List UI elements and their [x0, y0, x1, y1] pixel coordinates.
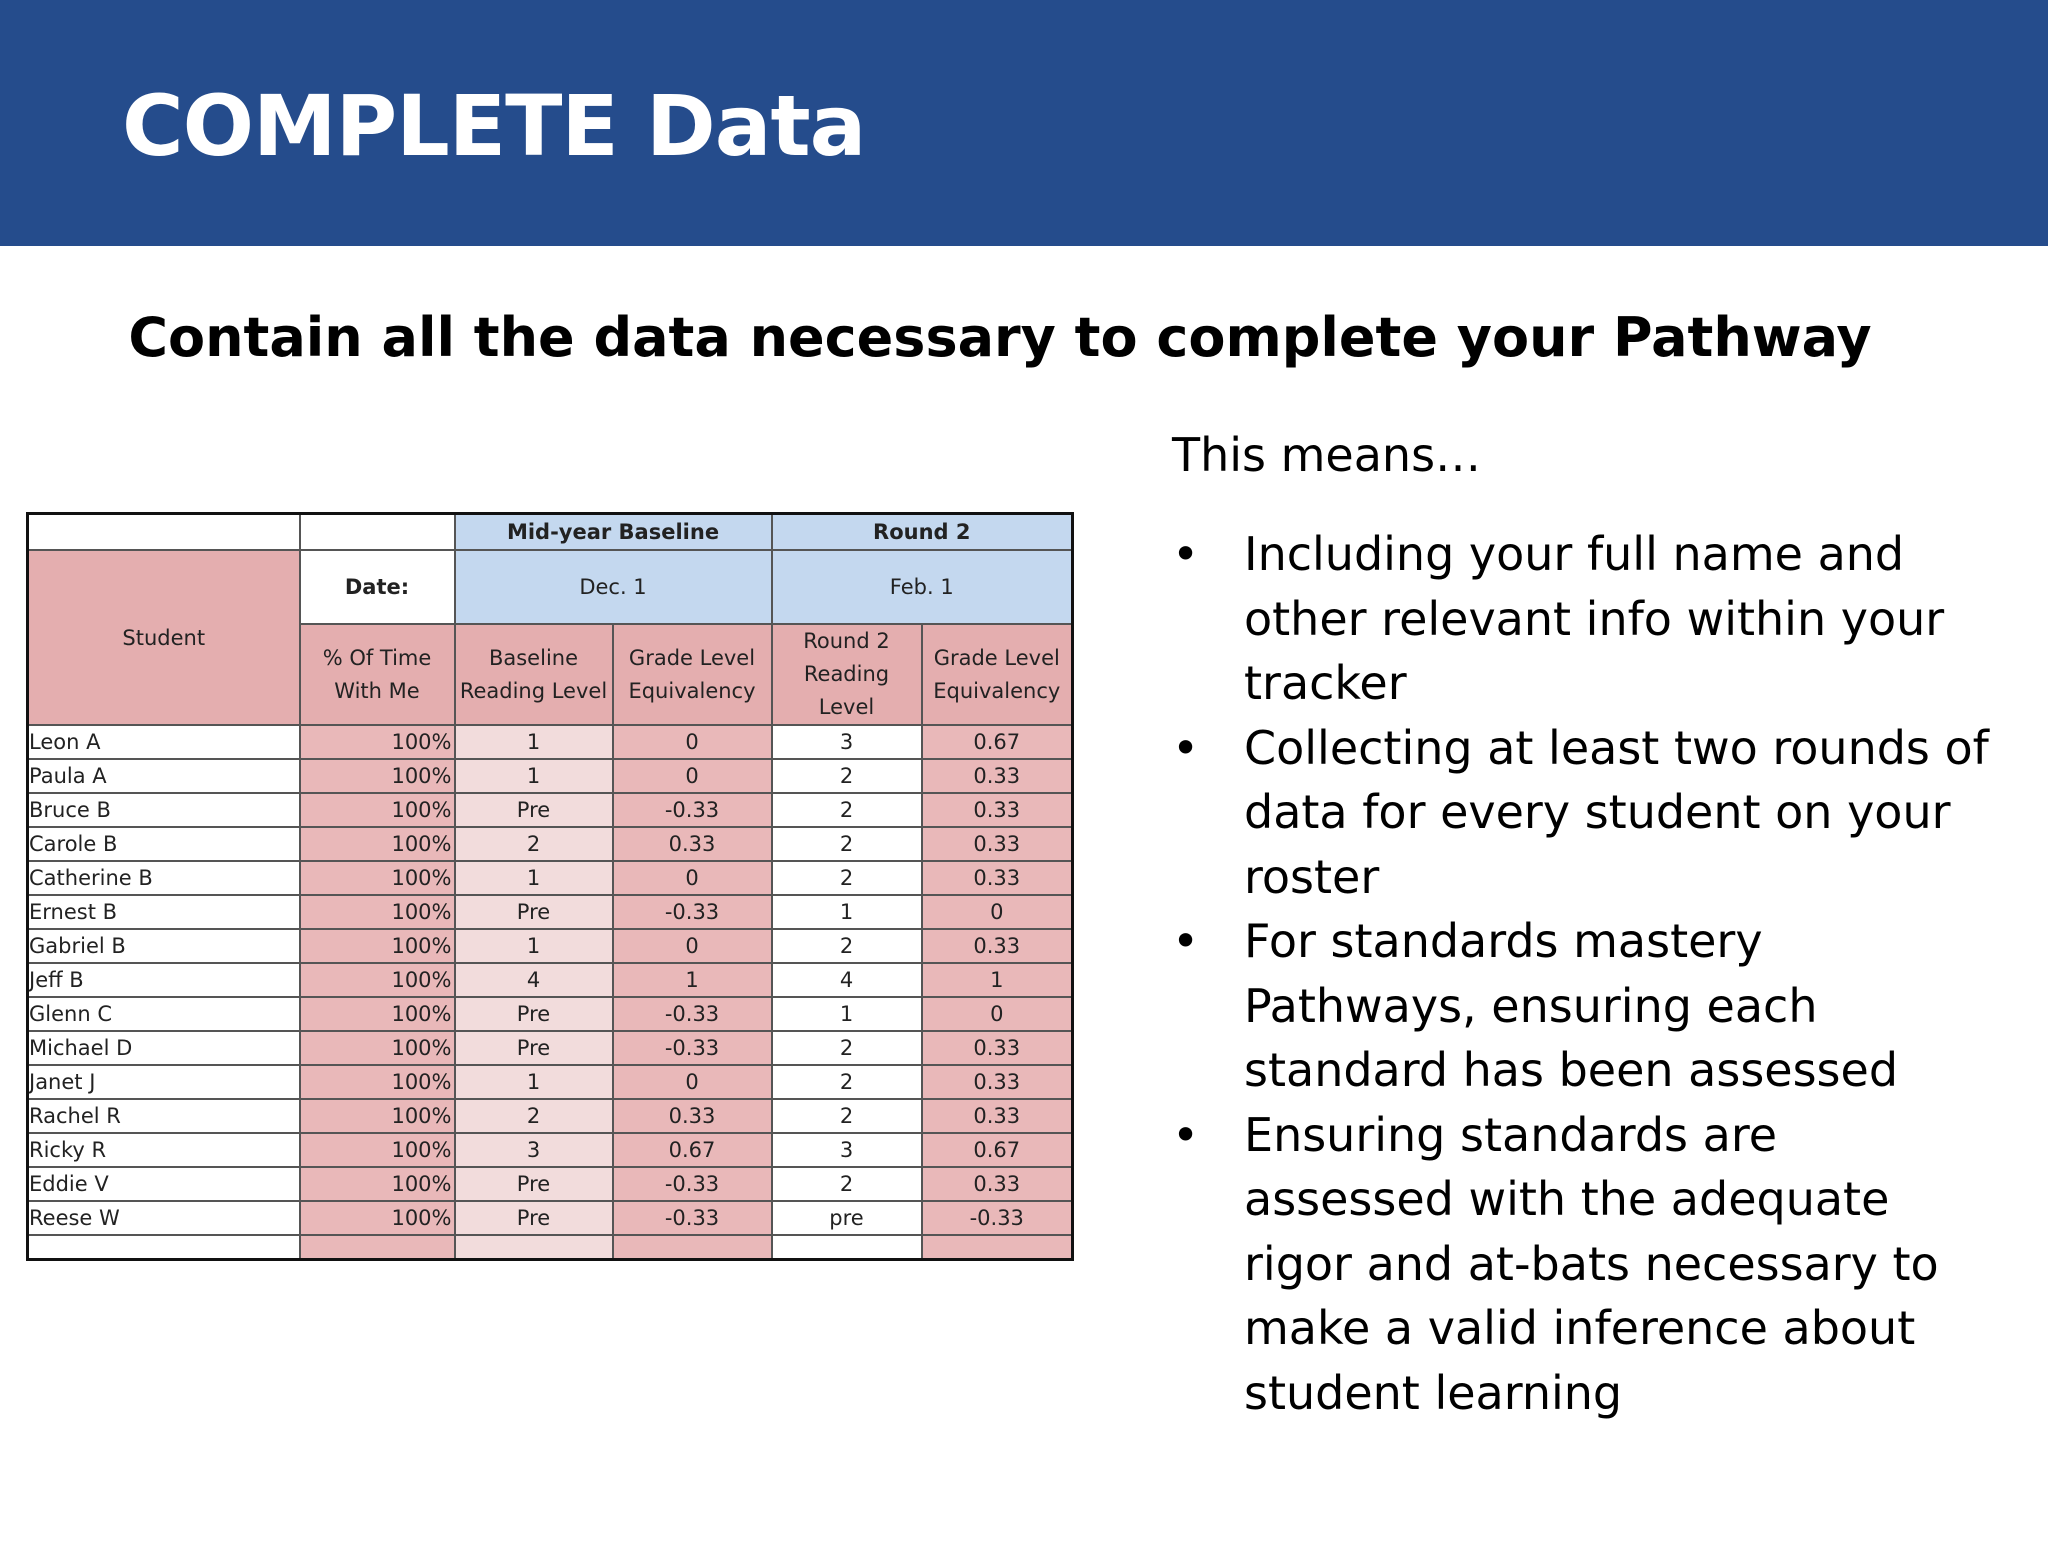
table-row [28, 1099, 1073, 1133]
student-name-cell: Catherine B [28, 861, 300, 895]
empty-cell [300, 1235, 455, 1260]
group-baseline-header: Mid-year Baseline [455, 514, 772, 551]
round2-level-cell: 3 [772, 1133, 922, 1167]
round2-level-header: Round 2 Reading Level [772, 624, 922, 725]
round2-level-cell: pre [772, 1201, 922, 1235]
time-with-me-cell: 100% [300, 827, 455, 861]
round2-grade-cell: 0.33 [922, 1065, 1073, 1099]
bullet-text: For standards mastery Pathways, ensuring each standard has been assessed [1244, 914, 1899, 1097]
round2-grade-cell: 0.33 [922, 793, 1073, 827]
baseline-grade-cell: 0 [613, 759, 772, 793]
empty-cell [772, 1235, 922, 1260]
bullet-item [1172, 716, 1992, 910]
student-name-cell: Reese W [28, 1201, 300, 1235]
bullet-list [1172, 522, 1992, 1425]
baseline-level-cell: 1 [455, 725, 613, 759]
table-row [28, 963, 1073, 997]
baseline-level-cell: Pre [455, 793, 613, 827]
empty-cell [455, 1235, 613, 1260]
bullet-text: Including your full name and other relevant info within your tracker [1244, 527, 1945, 710]
baseline-grade-header: Grade Level Equivalency [613, 624, 772, 725]
student-name-cell: Jeff B [28, 963, 300, 997]
table-row [28, 861, 1073, 895]
baseline-level-cell: Pre [455, 1167, 613, 1201]
empty-cell [613, 1235, 772, 1260]
baseline-level-cell: 4 [455, 963, 613, 997]
bullet-glyph: • [1172, 1107, 1200, 1162]
round2-level-cell: 2 [772, 793, 922, 827]
baseline-level-header: Baseline Reading Level [455, 624, 613, 725]
slide-subtitle: Contain all the data necessary to complete your Pathway [128, 306, 1872, 369]
student-name-cell: Michael D [28, 1031, 300, 1065]
baseline-grade-cell: -0.33 [613, 997, 772, 1031]
baseline-level-cell: 2 [455, 827, 613, 861]
table-row [28, 1031, 1073, 1065]
round2-grade-cell: 0.33 [922, 1031, 1073, 1065]
table-row [28, 1065, 1073, 1099]
time-with-me-cell: 100% [300, 1065, 455, 1099]
student-name-cell: Carole B [28, 827, 300, 861]
round2-level-cell: 2 [772, 1031, 922, 1065]
baseline-grade-cell: -0.33 [613, 1031, 772, 1065]
round2-grade-cell: 0.67 [922, 725, 1073, 759]
bullet-glyph: • [1172, 720, 1200, 775]
baseline-level-cell: 3 [455, 1133, 613, 1167]
student-name-cell: Ernest B [28, 895, 300, 929]
baseline-grade-cell: -0.33 [613, 1201, 772, 1235]
empty-cell [922, 1235, 1073, 1260]
baseline-grade-cell: 0 [613, 1065, 772, 1099]
student-name-cell: Ricky R [28, 1133, 300, 1167]
time-with-me-cell: 100% [300, 1167, 455, 1201]
table-row [28, 1167, 1073, 1201]
intro-text: This means… [1172, 428, 1482, 482]
bullet-text: Ensuring standards are assessed with the adequate rigor and at-bats necessary to make a valid inference about student learning [1244, 1107, 1939, 1420]
bullet-item [1172, 909, 1992, 1103]
table-row [28, 1201, 1073, 1235]
time-column-header: % Of Time With Me [300, 624, 455, 725]
student-name-cell: Leon A [28, 725, 300, 759]
table-row [28, 997, 1073, 1031]
round2-grade-cell: 0.67 [922, 1133, 1073, 1167]
round2-level-cell: 4 [772, 963, 922, 997]
baseline-grade-cell: 0.67 [613, 1133, 772, 1167]
round2-level-cell: 2 [772, 827, 922, 861]
round2-grade-cell: 0.33 [922, 861, 1073, 895]
group-round2-header: Round 2 [772, 514, 1073, 551]
slide-title: COMPLETE Data [122, 77, 866, 175]
time-with-me-cell: 100% [300, 759, 455, 793]
student-tracker-table [26, 512, 1074, 1261]
table-row [28, 1133, 1073, 1167]
baseline-level-cell: Pre [455, 1201, 613, 1235]
baseline-grade-cell: 0 [613, 725, 772, 759]
table-empty-row [28, 1235, 1073, 1260]
time-with-me-cell: 100% [300, 1099, 455, 1133]
time-with-me-cell: 100% [300, 895, 455, 929]
round2-level-cell: 2 [772, 1167, 922, 1201]
round2-grade-cell: 0.33 [922, 1099, 1073, 1133]
time-with-me-cell: 100% [300, 1133, 455, 1167]
baseline-level-cell: 1 [455, 861, 613, 895]
round2-level-cell: 1 [772, 997, 922, 1031]
round2-level-cell: 2 [772, 929, 922, 963]
baseline-level-cell: Pre [455, 997, 613, 1031]
round2-grade-cell: 0.33 [922, 759, 1073, 793]
header-blank-cell [28, 514, 300, 551]
baseline-grade-cell: 0.33 [613, 1099, 772, 1133]
time-with-me-cell: 100% [300, 1201, 455, 1235]
empty-cell [28, 1235, 300, 1260]
time-with-me-cell: 100% [300, 963, 455, 997]
baseline-grade-cell: 0.33 [613, 827, 772, 861]
round2-level-cell: 2 [772, 759, 922, 793]
table-row [28, 725, 1073, 759]
bullet-glyph: • [1172, 914, 1200, 968]
round2-grade-cell: 0.33 [922, 929, 1073, 963]
baseline-grade-cell: -0.33 [613, 793, 772, 827]
student-name-cell: Gabriel B [28, 929, 300, 963]
table-row [28, 895, 1073, 929]
time-with-me-cell: 100% [300, 861, 455, 895]
baseline-grade-cell: 0 [613, 861, 772, 895]
baseline-grade-cell: 0 [613, 929, 772, 963]
baseline-date: Dec. 1 [455, 550, 772, 624]
table-row [28, 929, 1073, 963]
time-with-me-cell: 100% [300, 997, 455, 1031]
round2-grade-header: Grade Level Equivalency [922, 624, 1073, 725]
round2-date: Feb. 1 [772, 550, 1073, 624]
round2-grade-cell: -0.33 [922, 1201, 1073, 1235]
student-column-header: Student [28, 550, 300, 725]
round2-level-cell: 1 [772, 895, 922, 929]
round2-level-cell: 2 [772, 1065, 922, 1099]
baseline-grade-cell: 1 [613, 963, 772, 997]
round2-level-cell: 2 [772, 1099, 922, 1133]
table-row [28, 827, 1073, 861]
header-blank-cell [300, 514, 455, 551]
round2-level-cell: 3 [772, 725, 922, 759]
student-name-cell: Glenn C [28, 997, 300, 1031]
baseline-level-cell: 1 [455, 929, 613, 963]
round2-grade-cell: 0.33 [922, 1167, 1073, 1201]
round2-grade-cell: 0 [922, 997, 1073, 1031]
student-name-cell: Eddie V [28, 1167, 300, 1201]
bullet-text: Collecting at least two rounds of data for every student on your roster [1244, 720, 1989, 904]
round2-grade-cell: 1 [922, 963, 1073, 997]
round2-grade-cell: 0 [922, 895, 1073, 929]
baseline-level-cell: 2 [455, 1099, 613, 1133]
time-with-me-cell: 100% [300, 793, 455, 827]
title-banner [0, 0, 2048, 246]
baseline-level-cell: 1 [455, 759, 613, 793]
time-with-me-cell: 100% [300, 929, 455, 963]
time-with-me-cell: 100% [300, 1031, 455, 1065]
baseline-grade-cell: -0.33 [613, 1167, 772, 1201]
bullet-item [1172, 522, 1992, 716]
round2-level-cell: 2 [772, 861, 922, 895]
date-label: Date: [300, 550, 455, 624]
student-name-cell: Paula A [28, 759, 300, 793]
student-name-cell: Bruce B [28, 793, 300, 827]
baseline-level-cell: 1 [455, 1065, 613, 1099]
round2-grade-cell: 0.33 [922, 827, 1073, 861]
student-name-cell: Janet J [28, 1065, 300, 1099]
baseline-level-cell: Pre [455, 1031, 613, 1065]
time-with-me-cell: 100% [300, 725, 455, 759]
table-row [28, 793, 1073, 827]
bullet-item [1172, 1103, 1992, 1426]
baseline-level-cell: Pre [455, 895, 613, 929]
student-name-cell: Rachel R [28, 1099, 300, 1133]
baseline-grade-cell: -0.33 [613, 895, 772, 929]
bullet-glyph: • [1172, 527, 1200, 581]
table-row [28, 759, 1073, 793]
